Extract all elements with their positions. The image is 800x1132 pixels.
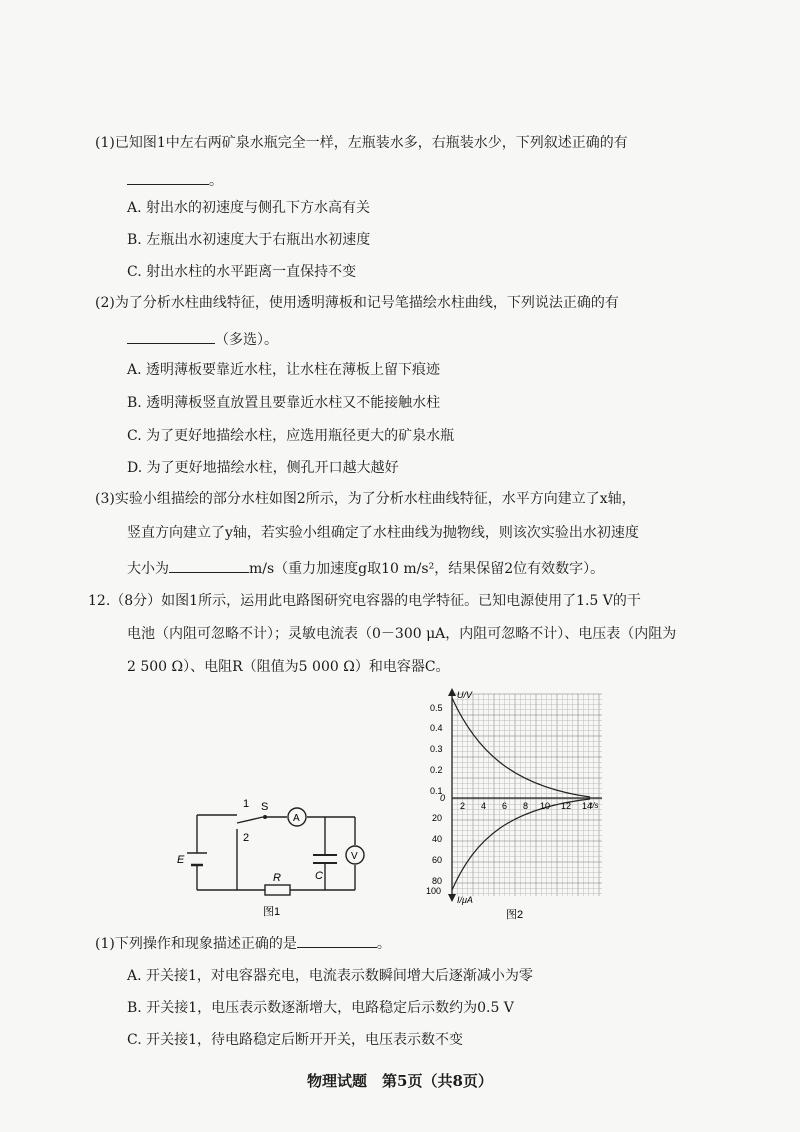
voltage-curve xyxy=(452,698,590,797)
q11-part3-stem-1: (3)实验小组描绘的部分水柱如图2所示，为了分析水柱曲线特征，水平方向建立了x轴， xyxy=(95,491,636,507)
q11-part2-stem-end xyxy=(127,329,278,349)
ammeter-label: A xyxy=(293,813,300,824)
q11-part1-option-a: A. 射出水的初速度与侧孔下方水高有关 xyxy=(127,200,371,216)
switch-label: S xyxy=(261,801,269,813)
q12-stem-3: 2 500 Ω）、电阻R（阻值为5 000 Ω）和电容器C。 xyxy=(127,659,450,675)
u-axis-label: U/V xyxy=(457,690,473,700)
u-tick-0.4: 0.4 xyxy=(430,723,443,733)
page-footer: 物理试题 第5页（共8页） xyxy=(307,1072,493,1090)
t-tick-2: 2 xyxy=(460,801,466,811)
u-tick-0.5: 0.5 xyxy=(430,703,443,713)
figure-2-caption: 图2 xyxy=(506,909,524,921)
q11-part1-stem: (1)已知图1中左右两矿泉水瓶完全一样，左瓶装水多，右瓶装水少，下列叙述正确的有 xyxy=(95,135,628,151)
voltmeter-label: V xyxy=(351,851,358,862)
q11-part3-prefix: 大小为 xyxy=(127,561,169,577)
u-tick-0.1: 0.1 xyxy=(430,786,443,796)
q12-part1-prefix: (1)下列操作和现象描述正确的是 xyxy=(95,936,297,952)
i-axis-label: I/μA xyxy=(457,895,473,905)
q11-part2-option-a: A. 透明薄板要靠近水柱，让水柱在薄板上留下痕迹 xyxy=(127,362,441,378)
arrow-down-icon xyxy=(448,894,456,902)
q11-part1-option-b: B. 左瓶出水初速度大于右瓶出水初速度 xyxy=(127,232,371,248)
t-tick-4: 4 xyxy=(481,801,487,811)
t-tick-14: 14 xyxy=(582,801,593,811)
i-tick-100: 100 xyxy=(426,886,442,896)
t-tick-12: 12 xyxy=(561,801,572,811)
answer-blank xyxy=(127,170,209,185)
q11-part1-period: 。 xyxy=(209,173,223,189)
q11-part3-stem-2: 竖直方向建立了y轴，若实验小组确定了水柱曲线为抛物线，则该次实验出水初速度 xyxy=(127,525,639,541)
q11-part2-option-c: C. 为了更好地描绘水柱，应选用瓶径更大的矿泉水瓶 xyxy=(127,428,455,444)
i-tick-40: 40 xyxy=(432,834,443,844)
answer-blank xyxy=(297,933,377,948)
arrow-up-icon xyxy=(448,688,456,696)
i-tick-60: 60 xyxy=(432,855,443,865)
q12-part1-period: 。 xyxy=(376,936,391,952)
t-tick-6: 6 xyxy=(502,801,508,811)
q12-part1-option-c: C. 开关接1，待电路稳定后断开开关，电压表示数不变 xyxy=(127,1032,464,1048)
q12-part1-option-b: B. 开关接1，电压表示数逐渐增大，电路稳定后示数约为0.5 V xyxy=(127,1000,514,1016)
q11-part1-stem-end xyxy=(127,170,223,190)
t-tick-8: 8 xyxy=(523,801,529,811)
q11-part2-multi: （多选）。 xyxy=(215,332,278,348)
q12-stem-1: 12.（8分）如图1所示，运用此电路图研究电容器的电学特征。已知电源使用了1.5 V的干 xyxy=(88,593,641,609)
t-axis-label: t/s xyxy=(590,801,599,810)
capacitor-label: C xyxy=(315,870,323,882)
answer-blank xyxy=(127,329,215,344)
circuit-diagram xyxy=(175,795,375,925)
resistor-label: R xyxy=(273,872,281,884)
figure-1-caption: 图1 xyxy=(263,906,281,918)
q12-part1-stem xyxy=(95,933,391,953)
u-tick-0.3: 0.3 xyxy=(430,744,443,754)
q11-part1-option-c: C. 射出水柱的水平距离一直保持不变 xyxy=(127,264,357,280)
q12-stem-2: 电池（内阻可忽略不计）；灵敏电流表（0－300 μA，内阻可忽略不计）、电压表（内阻为 xyxy=(127,626,677,642)
i-tick-80: 80 xyxy=(432,876,443,886)
i-tick-20: 20 xyxy=(432,813,443,823)
q12-part1-option-a: A. 开关接1，对电容器充电，电流表示数瞬间增大后逐渐减小为零 xyxy=(127,968,533,984)
ut-it-graph xyxy=(420,688,630,923)
q11-part3-suffix: m/s（重力加速度g取10 m/s²，结果保留2位有效数字）。 xyxy=(249,561,605,577)
q11-part2-stem: (2)为了分析水柱曲线特征，使用透明薄板和记号笔描绘水柱曲线，下列说法正确的有 xyxy=(95,295,619,311)
switch-terminal-2: 2 xyxy=(243,832,250,844)
battery-label: E xyxy=(177,854,185,866)
q11-part2-option-d: D. 为了更好地描绘水柱，侧孔开口越大越好 xyxy=(127,460,399,476)
u-tick-0.2: 0.2 xyxy=(430,765,443,775)
q11-part3-stem-3 xyxy=(127,558,604,578)
origin-label: 0 xyxy=(440,793,446,803)
t-tick-10: 10 xyxy=(540,801,551,811)
current-curve xyxy=(452,799,593,890)
q11-part2-option-b: B. 透明薄板竖直放置且要靠近水柱又不能接触水柱 xyxy=(127,395,441,411)
switch-terminal-1: 1 xyxy=(243,798,250,810)
answer-blank xyxy=(169,558,249,573)
